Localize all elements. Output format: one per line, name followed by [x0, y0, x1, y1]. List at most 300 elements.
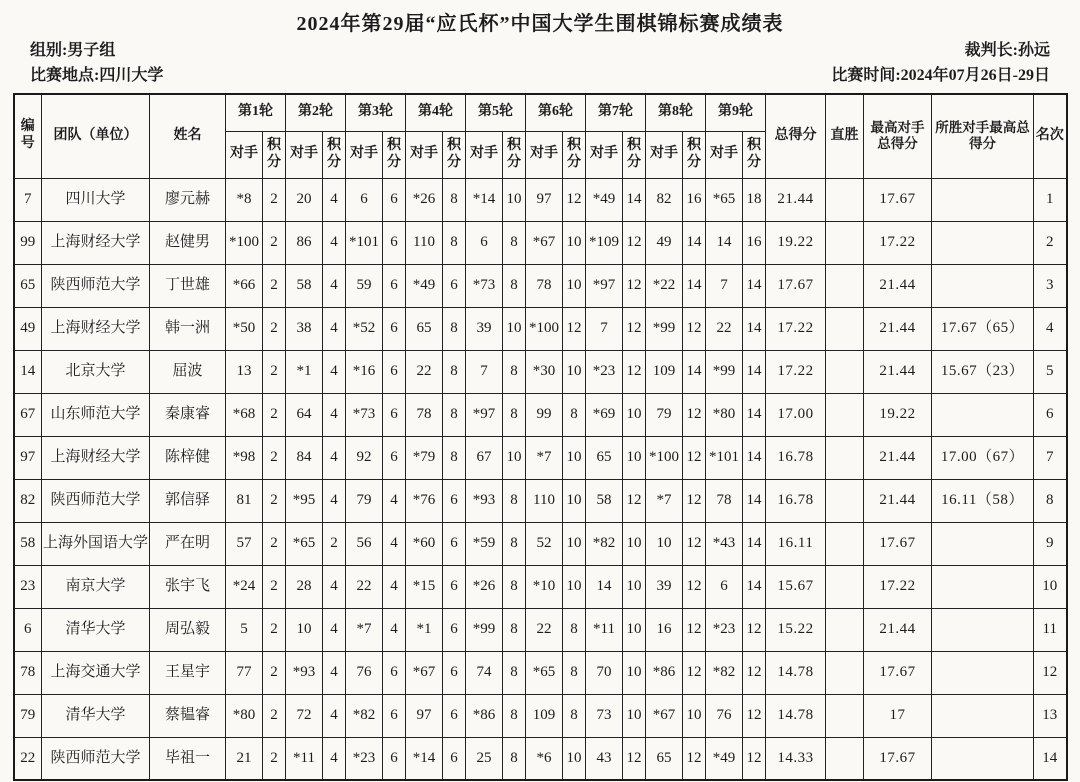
- cell-round-9-opponent: *101: [706, 436, 743, 479]
- cell-round-3-points: 4: [383, 608, 406, 651]
- header-round-5: 第5轮: [466, 94, 526, 131]
- cell-round-8-opponent: 82: [646, 178, 683, 221]
- cell-round-8-opponent: *22: [646, 264, 683, 307]
- cell-id: 23: [14, 565, 42, 608]
- cell-round-3-points: 6: [383, 221, 406, 264]
- cell-round-7-opponent: 43: [586, 737, 623, 780]
- cell-name: 蔡韫睿: [150, 694, 226, 737]
- cell-round-5-opponent: *99: [466, 608, 503, 651]
- cell-round-9-opponent: *49: [706, 737, 743, 780]
- header-round-4: 第4轮: [406, 94, 466, 131]
- cell-round-6-opponent: *30: [526, 350, 563, 393]
- cell-round-5-opponent: 7: [466, 350, 503, 393]
- cell-round-5-points: 8: [503, 221, 526, 264]
- cell-id: 6: [14, 608, 42, 651]
- header-id: 编号: [14, 94, 42, 178]
- cell-round-9-points: 12: [743, 737, 766, 780]
- cell-name: 严在明: [150, 522, 226, 565]
- cell-round-3-opponent: 6: [346, 178, 383, 221]
- cell-round-3-opponent: *16: [346, 350, 383, 393]
- cell-total-score: 17.00: [766, 393, 826, 436]
- cell-defeated-opponent-highest: [932, 393, 1034, 436]
- cell-name: 丁世雄: [150, 264, 226, 307]
- venue-label: 比赛地点:四川大学: [30, 67, 164, 84]
- cell-round-3-opponent: *73: [346, 393, 383, 436]
- cell-round-3-opponent: *23: [346, 737, 383, 780]
- header-round-7-points: 积分: [623, 131, 646, 178]
- cell-round-2-points: 4: [323, 608, 346, 651]
- header-round-6-points: 积分: [563, 131, 586, 178]
- cell-round-5-opponent: 74: [466, 651, 503, 694]
- cell-name: 郭信驿: [150, 479, 226, 522]
- cell-round-8-opponent: *67: [646, 694, 683, 737]
- cell-round-5-points: 8: [503, 565, 526, 608]
- cell-highest-opponent-total: 17: [864, 694, 932, 737]
- cell-round-3-points: 6: [383, 393, 406, 436]
- cell-round-9-opponent: *99: [706, 350, 743, 393]
- cell-rank: 10: [1034, 565, 1067, 608]
- cell-round-5-points: 8: [503, 737, 526, 780]
- cell-defeated-opponent-highest: [932, 221, 1034, 264]
- cell-round-1-opponent: 13: [226, 350, 263, 393]
- cell-team: 陕西师范大学: [42, 264, 150, 307]
- meta-row-1: [0, 39, 1080, 63]
- cell-direct-win: [826, 737, 864, 780]
- cell-round-9-opponent: 22: [706, 307, 743, 350]
- cell-round-5-points: 8: [503, 350, 526, 393]
- table-row: [14, 737, 1067, 780]
- cell-defeated-opponent-highest: 17.67（65）: [932, 307, 1034, 350]
- cell-round-9-opponent: *65: [706, 178, 743, 221]
- cell-round-8-opponent: 49: [646, 221, 683, 264]
- cell-round-7-opponent: *23: [586, 350, 623, 393]
- cell-round-8-points: 12: [683, 393, 706, 436]
- cell-round-2-opponent: 28: [286, 565, 323, 608]
- cell-round-8-opponent: *99: [646, 307, 683, 350]
- header-round-9-opponent: 对手: [706, 131, 743, 178]
- cell-round-7-opponent: 73: [586, 694, 623, 737]
- cell-total-score: 17.22: [766, 307, 826, 350]
- cell-round-3-points: 6: [383, 264, 406, 307]
- cell-name: 张宇飞: [150, 565, 226, 608]
- cell-round-4-points: 6: [443, 264, 466, 307]
- cell-round-1-opponent: 21: [226, 737, 263, 780]
- cell-round-9-opponent: *82: [706, 651, 743, 694]
- cell-round-4-points: 6: [443, 565, 466, 608]
- cell-round-8-points: 12: [683, 608, 706, 651]
- cell-round-5-opponent: *59: [466, 522, 503, 565]
- cell-direct-win: [826, 565, 864, 608]
- cell-rank: 1: [1034, 178, 1067, 221]
- cell-round-1-opponent: 57: [226, 522, 263, 565]
- cell-round-1-points: 2: [263, 522, 286, 565]
- cell-round-5-opponent: 39: [466, 307, 503, 350]
- cell-round-3-points: 6: [383, 307, 406, 350]
- cell-direct-win: [826, 479, 864, 522]
- cell-round-1-opponent: *8: [226, 178, 263, 221]
- cell-round-6-points: 10: [563, 565, 586, 608]
- cell-direct-win: [826, 436, 864, 479]
- cell-direct-win: [826, 307, 864, 350]
- cell-round-5-opponent: *86: [466, 694, 503, 737]
- cell-round-7-points: 10: [623, 651, 646, 694]
- cell-round-8-points: 12: [683, 522, 706, 565]
- cell-round-5-points: 8: [503, 608, 526, 651]
- page-title: 2024年第29届“应氏杯”中国大学生围棋锦标赛成绩表: [296, 13, 784, 35]
- cell-total-score: 15.22: [766, 608, 826, 651]
- cell-round-7-opponent: *69: [586, 393, 623, 436]
- cell-id: 14: [14, 350, 42, 393]
- cell-rank: 2: [1034, 221, 1067, 264]
- cell-round-1-points: 2: [263, 178, 286, 221]
- cell-round-8-points: 10: [683, 694, 706, 737]
- cell-round-4-points: 8: [443, 221, 466, 264]
- cell-round-9-points: 16: [743, 221, 766, 264]
- cell-round-4-points: 6: [443, 651, 466, 694]
- cell-round-1-opponent: *66: [226, 264, 263, 307]
- cell-round-4-opponent: *79: [406, 436, 443, 479]
- cell-total-score: 16.78: [766, 436, 826, 479]
- cell-highest-opponent-total: 17.67: [864, 522, 932, 565]
- cell-round-5-opponent: *93: [466, 479, 503, 522]
- cell-round-9-points: 14: [743, 307, 766, 350]
- cell-total-score: 16.11: [766, 522, 826, 565]
- cell-defeated-opponent-highest: [932, 737, 1034, 780]
- cell-rank: 3: [1034, 264, 1067, 307]
- cell-id: 79: [14, 694, 42, 737]
- cell-round-7-points: 10: [623, 436, 646, 479]
- cell-round-9-points: 14: [743, 522, 766, 565]
- cell-round-9-points: 18: [743, 178, 766, 221]
- cell-direct-win: [826, 350, 864, 393]
- cell-round-4-points: 6: [443, 608, 466, 651]
- cell-round-8-points: 12: [683, 651, 706, 694]
- cell-defeated-opponent-highest: [932, 608, 1034, 651]
- cell-round-6-points: 8: [563, 393, 586, 436]
- cell-round-1-points: 2: [263, 436, 286, 479]
- cell-name: 周弘毅: [150, 608, 226, 651]
- cell-round-6-opponent: 99: [526, 393, 563, 436]
- header-direct-win: 直胜: [826, 94, 864, 178]
- cell-round-7-opponent: 70: [586, 651, 623, 694]
- cell-round-7-opponent: *82: [586, 522, 623, 565]
- cell-round-3-points: 6: [383, 350, 406, 393]
- cell-round-9-points: 14: [743, 436, 766, 479]
- cell-round-5-points: 8: [503, 479, 526, 522]
- cell-total-score: 21.44: [766, 178, 826, 221]
- cell-round-6-opponent: *7: [526, 436, 563, 479]
- cell-round-4-opponent: *49: [406, 264, 443, 307]
- cell-rank: 8: [1034, 479, 1067, 522]
- cell-round-7-points: 12: [623, 307, 646, 350]
- cell-round-3-opponent: 79: [346, 479, 383, 522]
- cell-name: 韩一洲: [150, 307, 226, 350]
- cell-highest-opponent-total: 21.44: [864, 479, 932, 522]
- header-round-7-opponent: 对手: [586, 131, 623, 178]
- cell-highest-opponent-total: 21.44: [864, 307, 932, 350]
- cell-round-7-opponent: *49: [586, 178, 623, 221]
- header-round-6-opponent: 对手: [526, 131, 563, 178]
- cell-round-5-points: 10: [503, 307, 526, 350]
- cell-round-5-points: 10: [503, 436, 526, 479]
- cell-defeated-opponent-highest: [932, 651, 1034, 694]
- cell-round-8-opponent: *100: [646, 436, 683, 479]
- time-label: 比赛时间:2024年07月26日-29日: [831, 67, 1050, 84]
- cell-round-8-points: 12: [683, 479, 706, 522]
- cell-id: 22: [14, 737, 42, 780]
- header-round-3-points: 积分: [383, 131, 406, 178]
- cell-round-7-points: 12: [623, 350, 646, 393]
- cell-round-4-opponent: *67: [406, 651, 443, 694]
- cell-round-9-opponent: *80: [706, 393, 743, 436]
- cell-round-1-points: 2: [263, 651, 286, 694]
- cell-round-1-points: 2: [263, 565, 286, 608]
- cell-round-4-points: 8: [443, 307, 466, 350]
- cell-round-6-points: 12: [563, 178, 586, 221]
- cell-team: 清华大学: [42, 608, 150, 651]
- cell-round-4-points: 6: [443, 522, 466, 565]
- cell-round-7-points: 14: [623, 178, 646, 221]
- cell-round-8-points: 14: [683, 221, 706, 264]
- cell-highest-opponent-total: 17.67: [864, 178, 932, 221]
- cell-round-4-points: 8: [443, 350, 466, 393]
- cell-name: 秦康睿: [150, 393, 226, 436]
- cell-round-3-points: 6: [383, 694, 406, 737]
- cell-round-2-opponent: 10: [286, 608, 323, 651]
- cell-team: 南京大学: [42, 565, 150, 608]
- cell-round-5-points: 8: [503, 694, 526, 737]
- cell-round-1-opponent: 81: [226, 479, 263, 522]
- header-name: 姓名: [150, 94, 226, 178]
- cell-direct-win: [826, 694, 864, 737]
- group-label: 组别:男子组: [30, 42, 116, 59]
- cell-team: 上海财经大学: [42, 307, 150, 350]
- cell-round-8-points: 12: [683, 565, 706, 608]
- cell-round-3-opponent: *52: [346, 307, 383, 350]
- cell-round-3-points: 6: [383, 651, 406, 694]
- cell-round-6-opponent: 52: [526, 522, 563, 565]
- cell-rank: 7: [1034, 436, 1067, 479]
- cell-round-7-opponent: 58: [586, 479, 623, 522]
- cell-round-1-points: 2: [263, 694, 286, 737]
- header-round-2: 第2轮: [286, 94, 346, 131]
- cell-total-score: 19.22: [766, 221, 826, 264]
- cell-name: 陈梓健: [150, 436, 226, 479]
- header-team: 团队（单位）: [42, 94, 150, 178]
- cell-round-3-opponent: *7: [346, 608, 383, 651]
- cell-round-7-opponent: *97: [586, 264, 623, 307]
- cell-round-5-opponent: 67: [466, 436, 503, 479]
- cell-round-9-points: 14: [743, 565, 766, 608]
- cell-id: 49: [14, 307, 42, 350]
- cell-team: 上海财经大学: [42, 436, 150, 479]
- cell-defeated-opponent-highest: [932, 178, 1034, 221]
- header-total-score: 总得分: [766, 94, 826, 178]
- cell-round-6-points: 10: [563, 350, 586, 393]
- cell-round-9-opponent: 76: [706, 694, 743, 737]
- cell-highest-opponent-total: 19.22: [864, 393, 932, 436]
- cell-round-3-opponent: 56: [346, 522, 383, 565]
- cell-highest-opponent-total: 21.44: [864, 608, 932, 651]
- cell-direct-win: [826, 522, 864, 565]
- cell-round-4-points: 8: [443, 393, 466, 436]
- header-round-9-points: 积分: [743, 131, 766, 178]
- cell-name: 屈波: [150, 350, 226, 393]
- cell-defeated-opponent-highest: 17.00（67）: [932, 436, 1034, 479]
- cell-round-6-points: 12: [563, 307, 586, 350]
- cell-round-8-points: 12: [683, 307, 706, 350]
- cell-round-4-opponent: 97: [406, 694, 443, 737]
- cell-round-4-opponent: *26: [406, 178, 443, 221]
- cell-round-6-points: 8: [563, 608, 586, 651]
- cell-direct-win: [826, 393, 864, 436]
- cell-round-9-points: 12: [743, 694, 766, 737]
- cell-round-6-points: 10: [563, 221, 586, 264]
- cell-total-score: 14.78: [766, 651, 826, 694]
- cell-round-9-points: 14: [743, 350, 766, 393]
- results-table-body: [14, 178, 1067, 780]
- cell-round-8-points: 12: [683, 737, 706, 780]
- cell-round-8-opponent: 109: [646, 350, 683, 393]
- cell-direct-win: [826, 608, 864, 651]
- cell-defeated-opponent-highest: [932, 694, 1034, 737]
- cell-round-6-points: 10: [563, 264, 586, 307]
- cell-id: 65: [14, 264, 42, 307]
- header-round-4-points: 积分: [443, 131, 466, 178]
- header-highest-opponent-total: 最高对手总得分: [864, 94, 932, 178]
- cell-round-2-points: 2: [323, 522, 346, 565]
- cell-total-score: 15.67: [766, 565, 826, 608]
- cell-highest-opponent-total: 17.67: [864, 651, 932, 694]
- cell-highest-opponent-total: 17.22: [864, 565, 932, 608]
- cell-total-score: 17.22: [766, 350, 826, 393]
- cell-round-1-opponent: *50: [226, 307, 263, 350]
- cell-round-6-points: 8: [563, 694, 586, 737]
- cell-round-2-points: 4: [323, 178, 346, 221]
- cell-round-4-opponent: *14: [406, 737, 443, 780]
- cell-team: 山东师范大学: [42, 393, 150, 436]
- cell-round-2-points: 4: [323, 307, 346, 350]
- cell-round-1-opponent: 77: [226, 651, 263, 694]
- cell-round-7-points: 12: [623, 737, 646, 780]
- header-rank: 名次: [1034, 94, 1067, 178]
- header-defeated-opponent-highest: 所胜对手最高总得分: [932, 94, 1034, 178]
- cell-round-6-points: 10: [563, 737, 586, 780]
- cell-round-6-points: 10: [563, 436, 586, 479]
- cell-round-9-opponent: 6: [706, 565, 743, 608]
- cell-round-6-points: 8: [563, 651, 586, 694]
- cell-round-9-points: 12: [743, 608, 766, 651]
- cell-round-5-opponent: 25: [466, 737, 503, 780]
- cell-id: 78: [14, 651, 42, 694]
- table-row: [14, 651, 1067, 694]
- cell-round-1-points: 2: [263, 608, 286, 651]
- table-row: [14, 565, 1067, 608]
- cell-round-7-points: 10: [623, 393, 646, 436]
- cell-highest-opponent-total: 21.44: [864, 436, 932, 479]
- cell-team: 四川大学: [42, 178, 150, 221]
- cell-round-2-opponent: *1: [286, 350, 323, 393]
- cell-round-7-points: 12: [623, 221, 646, 264]
- cell-round-2-points: 4: [323, 694, 346, 737]
- cell-direct-win: [826, 221, 864, 264]
- cell-round-2-opponent: 20: [286, 178, 323, 221]
- cell-team: 陕西师范大学: [42, 479, 150, 522]
- cell-round-8-points: 14: [683, 264, 706, 307]
- cell-round-8-points: 12: [683, 436, 706, 479]
- cell-direct-win: [826, 178, 864, 221]
- cell-round-1-points: 2: [263, 221, 286, 264]
- cell-round-8-points: 14: [683, 350, 706, 393]
- cell-round-2-opponent: 86: [286, 221, 323, 264]
- cell-round-9-opponent: 7: [706, 264, 743, 307]
- cell-round-1-points: 2: [263, 479, 286, 522]
- referee-label: 裁判长:孙远: [964, 42, 1050, 59]
- cell-round-9-points: 12: [743, 651, 766, 694]
- table-row: [14, 350, 1067, 393]
- header-round-4-opponent: 对手: [406, 131, 443, 178]
- cell-round-1-opponent: *98: [226, 436, 263, 479]
- cell-team: 上海外国语大学: [42, 522, 150, 565]
- cell-round-4-opponent: *76: [406, 479, 443, 522]
- header-round-2-opponent: 对手: [286, 131, 323, 178]
- cell-id: 58: [14, 522, 42, 565]
- cell-round-3-opponent: *101: [346, 221, 383, 264]
- cell-rank: 11: [1034, 608, 1067, 651]
- cell-round-4-opponent: *60: [406, 522, 443, 565]
- cell-round-6-opponent: 110: [526, 479, 563, 522]
- cell-round-4-opponent: 22: [406, 350, 443, 393]
- results-table: [13, 93, 1068, 781]
- cell-round-3-points: 4: [383, 479, 406, 522]
- cell-total-score: 14.33: [766, 737, 826, 780]
- table-row: [14, 522, 1067, 565]
- cell-round-6-opponent: *65: [526, 651, 563, 694]
- header-round-2-points: 积分: [323, 131, 346, 178]
- cell-team: 北京大学: [42, 350, 150, 393]
- cell-round-3-points: 6: [383, 737, 406, 780]
- cell-round-6-points: 10: [563, 479, 586, 522]
- cell-round-6-points: 10: [563, 522, 586, 565]
- cell-defeated-opponent-highest: [932, 565, 1034, 608]
- cell-round-2-points: 4: [323, 350, 346, 393]
- cell-round-6-opponent: 22: [526, 608, 563, 651]
- cell-round-1-points: 2: [263, 737, 286, 780]
- cell-round-8-opponent: 79: [646, 393, 683, 436]
- header-round-1-opponent: 对手: [226, 131, 263, 178]
- cell-highest-opponent-total: 21.44: [864, 350, 932, 393]
- cell-round-7-points: 10: [623, 522, 646, 565]
- cell-defeated-opponent-highest: 16.11（58）: [932, 479, 1034, 522]
- cell-direct-win: [826, 651, 864, 694]
- cell-round-1-opponent: *68: [226, 393, 263, 436]
- cell-round-3-opponent: *82: [346, 694, 383, 737]
- table-row: [14, 264, 1067, 307]
- cell-round-2-points: 4: [323, 436, 346, 479]
- cell-round-8-points: 16: [683, 178, 706, 221]
- header-round-8-opponent: 对手: [646, 131, 683, 178]
- cell-round-3-points: 4: [383, 522, 406, 565]
- cell-name: 赵健男: [150, 221, 226, 264]
- cell-team: 上海交通大学: [42, 651, 150, 694]
- cell-round-4-points: 8: [443, 178, 466, 221]
- cell-round-1-points: 2: [263, 393, 286, 436]
- cell-round-7-opponent: *109: [586, 221, 623, 264]
- header-round-3-opponent: 对手: [346, 131, 383, 178]
- cell-round-5-points: 8: [503, 522, 526, 565]
- cell-round-6-opponent: *10: [526, 565, 563, 608]
- cell-round-3-opponent: 76: [346, 651, 383, 694]
